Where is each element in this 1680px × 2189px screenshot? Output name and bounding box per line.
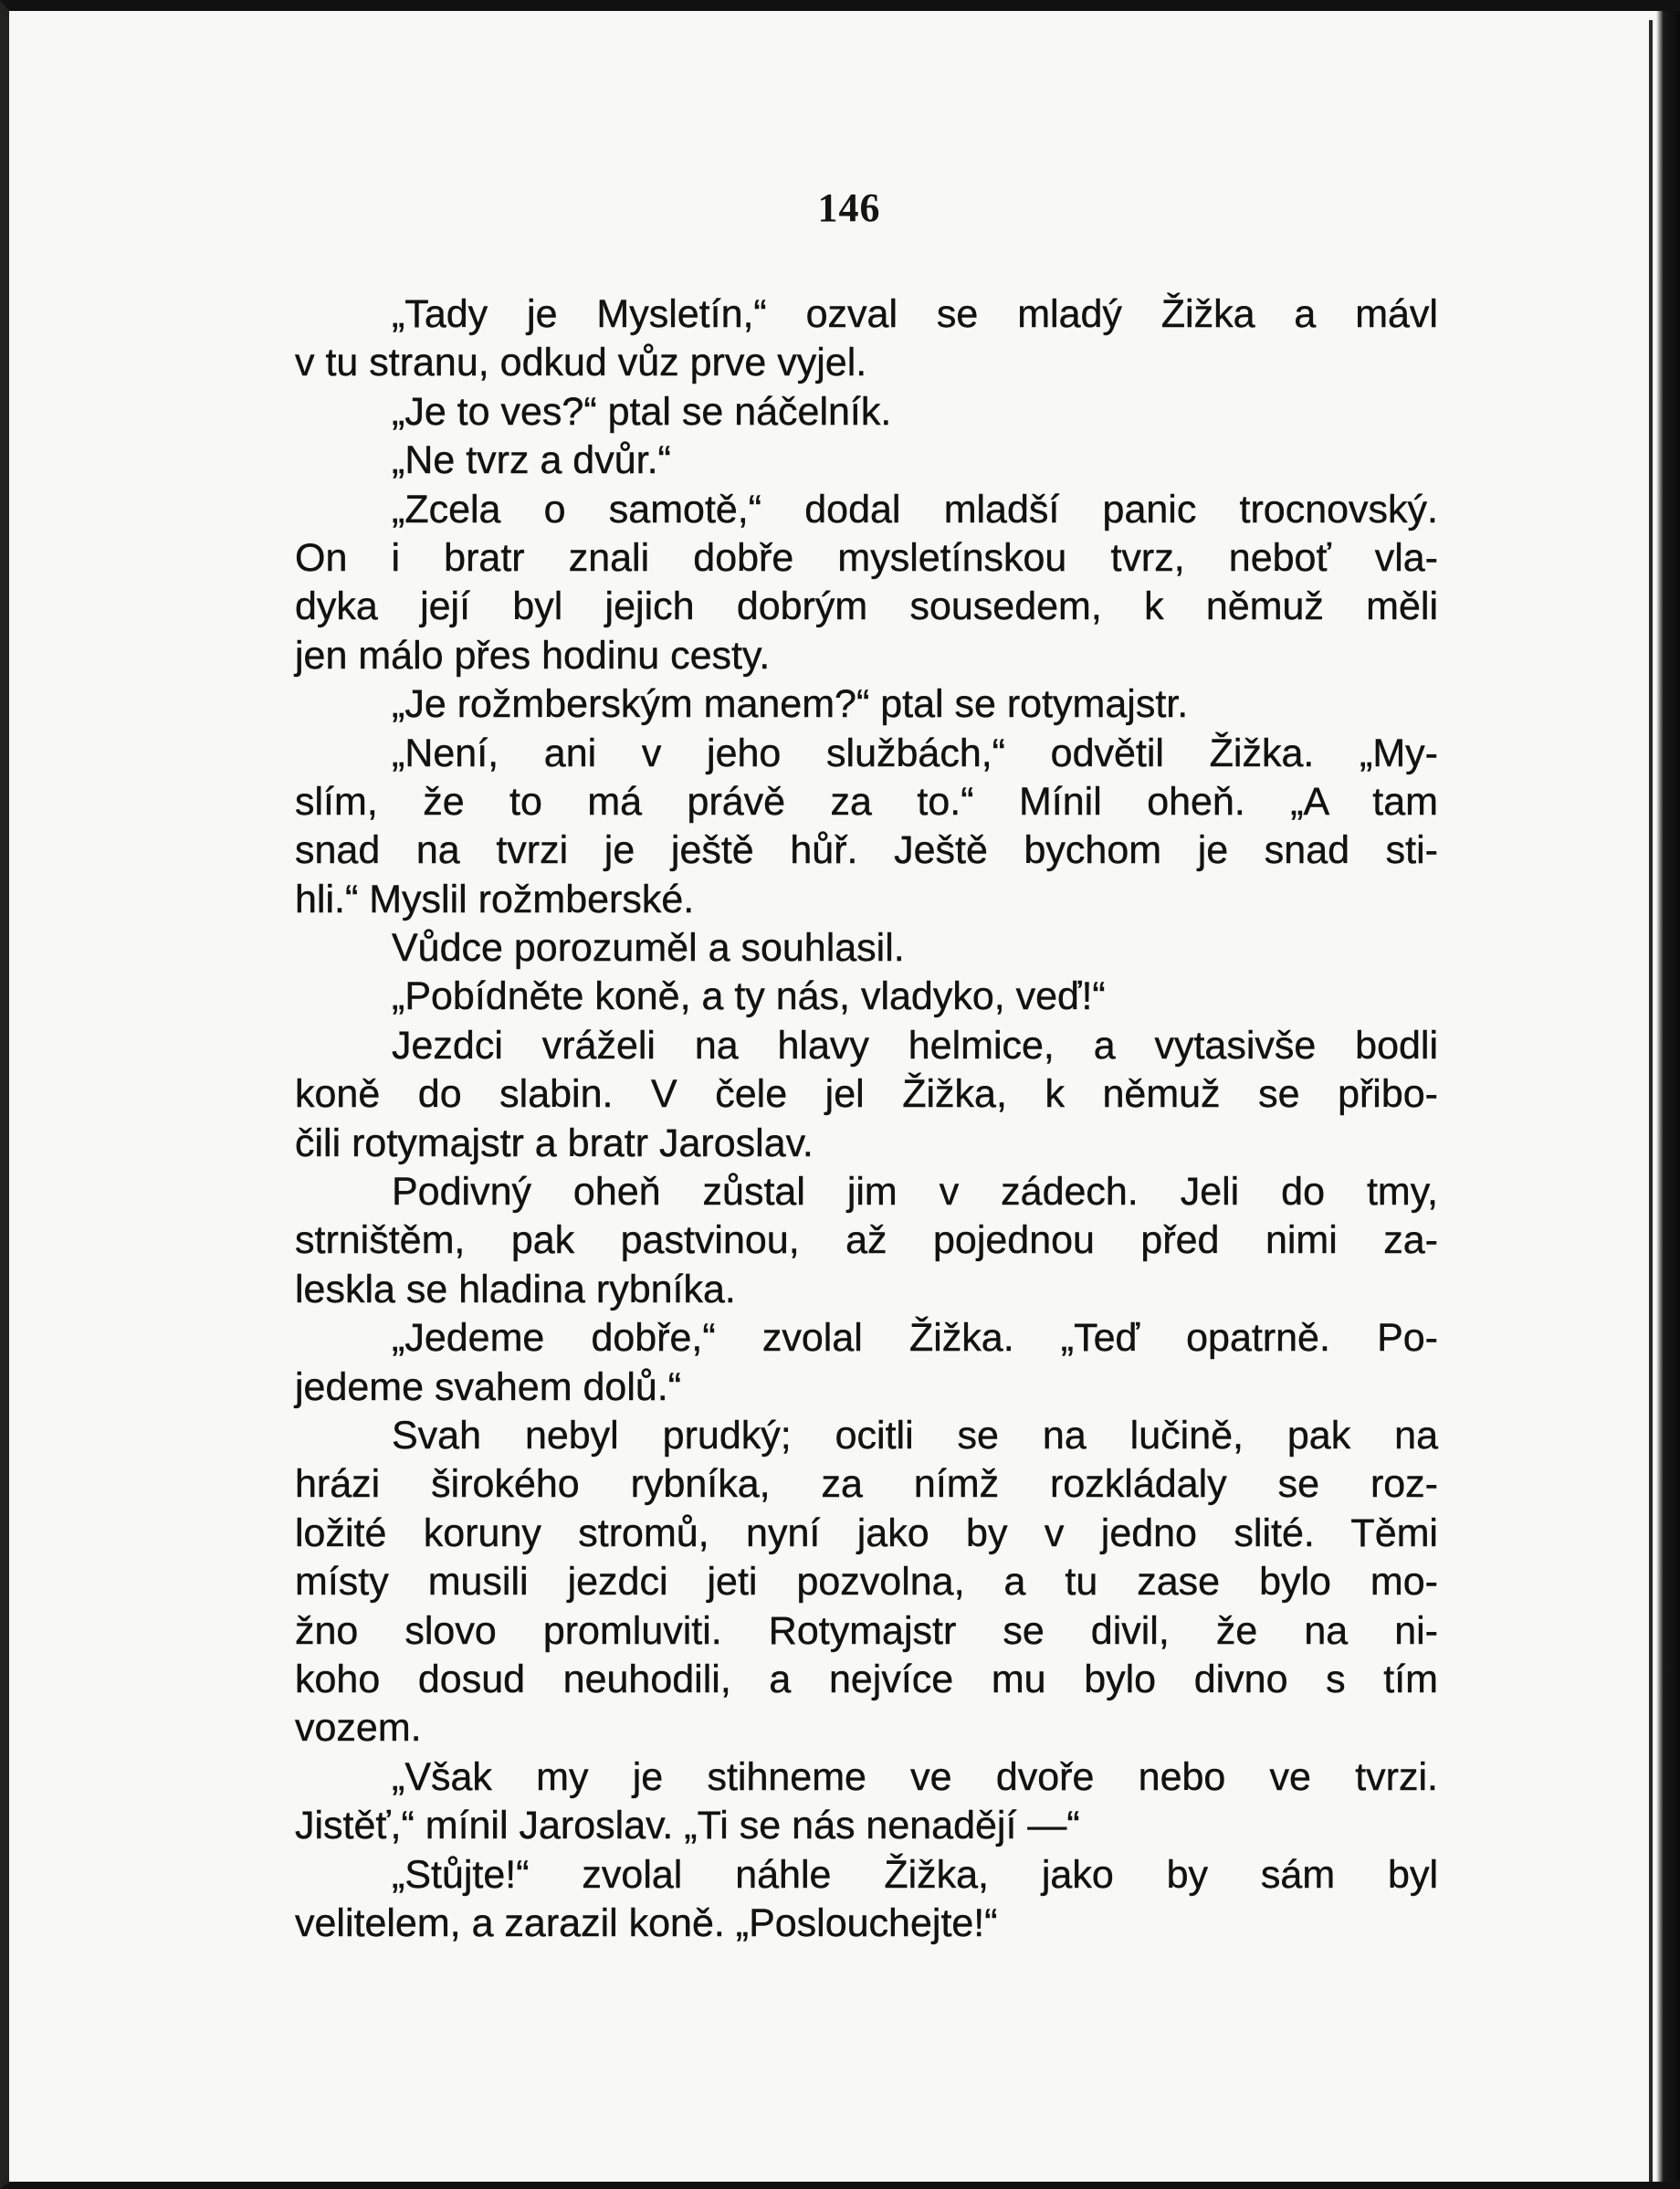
text-line: v tu stranu, odkud vůz prve vyjel.	[295, 341, 867, 385]
text-line: strništěm, pak pastvinou, až pojednou před nimi za-	[295, 1218, 1438, 1263]
text-line: místy musili jezdci jeti pozvolna, a tu zase bylo mo-	[295, 1560, 1438, 1605]
text-line: Jistěť,“ mínil Jaroslav. „Ti se nás nenadějí —“	[295, 1804, 1080, 1848]
text-line: snad na tvrzi je ještě hůř. Ještě bychom je snad sti-	[295, 828, 1438, 873]
text-line: „Však my je stihneme ve dvoře nebo ve tvrzi.	[392, 1754, 1438, 1799]
text-line: vozem.	[295, 1706, 422, 1751]
text-line: Vůdce porozuměl a souhlasil.	[392, 926, 905, 971]
text-line: „Je to ves?“ ptal se náčelník.	[392, 389, 892, 434]
text-line: „Není, ani v jeho službách,“ odvětil Žižka. „My-	[392, 731, 1438, 775]
text-line: Podivný oheň zůstal jim v zádech. Jeli do tmy,	[392, 1170, 1438, 1215]
text-line: On i bratr znali dobře mysletínskou tvrz, neboť vla-	[295, 535, 1438, 580]
text-line: leskla se hladina rybníka.	[295, 1267, 736, 1311]
text-line: „Pobídněte koně, a ty nás, vladyko, veď!“	[392, 974, 1106, 1019]
text-line: Jezdci vráželi na hlavy helmice, a vytasivše bodli	[392, 1023, 1438, 1068]
text-line: Svah nebyl prudký; ocitli se na lučině, pak na	[392, 1413, 1438, 1458]
page-fold-shadow	[1649, 20, 1653, 2189]
body-text	[295, 290, 1438, 1948]
text-line: „Zcela o samotě,“ dodal mladší panic trocnovský.	[392, 487, 1438, 531]
text-line: koně do slabin. V čele jel Žižka, k němuž se přibo-	[295, 1072, 1438, 1117]
text-line: jedeme svahem dolů.“	[295, 1364, 682, 1409]
text-line: koho dosud neuhodili, a nejvíce mu bylo divno s tím	[295, 1657, 1438, 1701]
text-line: hrázi širokého rybníka, za nímž rozkládaly se roz-	[295, 1462, 1438, 1507]
text-line: ložité koruny stromů, nyní jako by v jedno slité. Těmi	[295, 1510, 1438, 1555]
text-line: velitelem, a zarazil koně. „Poslouchejte!“	[295, 1900, 998, 1945]
text-line: dyka její byl jejich dobrým sousedem, k němuž měli	[295, 584, 1438, 629]
text-line: „Tady je Mysletín,“ ozval se mladý Žižka a mávl	[392, 292, 1438, 336]
text-line: „Stůjte!“ zvolal náhle Žižka, jako by sám byl	[392, 1852, 1438, 1897]
text-line: jen málo přes hodinu cesty.	[295, 633, 771, 678]
page-number: 146	[817, 185, 881, 230]
text-line: čili rotymajstr a bratr Jaroslav.	[295, 1121, 814, 1165]
text-line: „Je rožmberským manem?“ ptal se rotymajstr.	[392, 682, 1189, 727]
text-line: žno slovo promluviti. Rotymajstr se divil, že na ni-	[295, 1608, 1438, 1653]
scan-edge-border	[1656, 11, 1680, 2189]
text-line: „Ne tvrz a dvůr.“	[392, 438, 671, 483]
text-line: „Jedeme dobře,“ zvolal Žižka. „Teď opatrně. Po-	[392, 1316, 1438, 1361]
text-line: slím, že to má právě za to.“ Mínil oheň. „A tam	[295, 779, 1438, 824]
text-line: hli.“ Myslil rožmberské.	[295, 877, 695, 921]
